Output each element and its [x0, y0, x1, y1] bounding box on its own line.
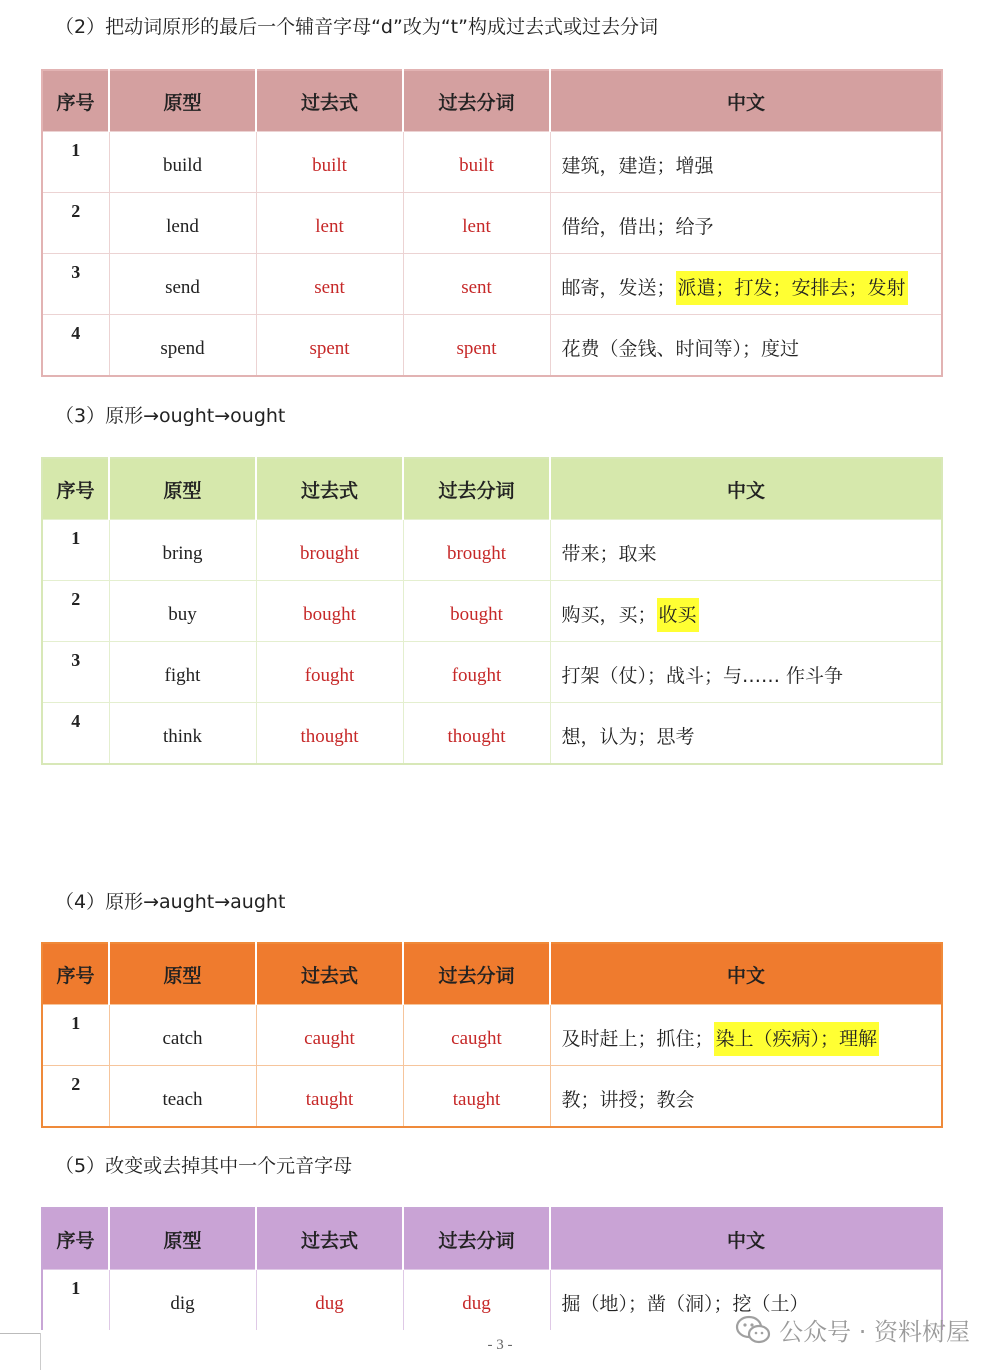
base-form: bring [109, 520, 256, 581]
watermark [735, 1312, 970, 1347]
chinese-meaning: 带来；取来 [550, 520, 942, 581]
past-form: dug [256, 1270, 403, 1331]
header-chinese: 中文 [550, 458, 942, 520]
base-form: spend [109, 315, 256, 377]
past-form: sent [256, 254, 403, 315]
base-form: teach [109, 1066, 256, 1128]
header-base: 原型 [109, 1208, 256, 1270]
chinese-meaning: 打架（仗）；战斗；与…… 作斗争 [550, 642, 942, 703]
highlighted-meaning: 派遣；打发；安排去；发射 [676, 271, 908, 305]
row-number: 1 [42, 1270, 109, 1331]
section-heading-4: （4）原形→aught→aught [55, 891, 286, 913]
header-base: 原型 [109, 70, 256, 132]
past-participle: caught [403, 1005, 550, 1066]
row-number: 3 [42, 642, 109, 703]
row-number: 4 [42, 703, 109, 765]
row-number: 1 [42, 1005, 109, 1066]
past-form: caught [256, 1005, 403, 1066]
base-form: dig [109, 1270, 256, 1331]
header-past: 过去式 [256, 458, 403, 520]
past-form: thought [256, 703, 403, 765]
past-participle: dug [403, 1270, 550, 1331]
past-form: built [256, 132, 403, 193]
header-number: 序号 [42, 1208, 109, 1270]
past-participle: brought [403, 520, 550, 581]
header-past-participle: 过去分词 [403, 1208, 550, 1270]
header-chinese: 中文 [550, 1208, 942, 1270]
chinese-meaning: 借给，借出；给予 [550, 193, 942, 254]
table-row [42, 132, 942, 193]
header-chinese: 中文 [550, 943, 942, 1005]
base-form: buy [109, 581, 256, 642]
header-past: 过去式 [256, 70, 403, 132]
past-form: taught [256, 1066, 403, 1128]
row-number: 1 [42, 520, 109, 581]
verb-table-ought [41, 457, 943, 765]
base-form: catch [109, 1005, 256, 1066]
past-form: spent [256, 315, 403, 377]
past-participle: fought [403, 642, 550, 703]
chinese-meaning: 花费（金钱、时间等）；度过 [550, 315, 942, 377]
table-row [42, 254, 942, 315]
row-number: 2 [42, 581, 109, 642]
header-chinese: 中文 [550, 70, 942, 132]
section-heading-3: （3）原形→ought→ought [55, 405, 286, 427]
header-base: 原型 [109, 943, 256, 1005]
base-form: send [109, 254, 256, 315]
chinese-meaning: 邮寄，发送； 派遣；打发；安排去；发射 [550, 254, 942, 315]
past-participle: bought [403, 581, 550, 642]
footer-rule [0, 1333, 40, 1334]
table-row [42, 1005, 942, 1066]
table-row [42, 642, 942, 703]
base-form: fight [109, 642, 256, 703]
chinese-meaning: 想，认为；思考 [550, 703, 942, 765]
past-form: fought [256, 642, 403, 703]
base-form: build [109, 132, 256, 193]
past-participle: built [403, 132, 550, 193]
verb-table-d-to-t [41, 69, 943, 377]
row-number: 3 [42, 254, 109, 315]
row-number: 2 [42, 1066, 109, 1128]
past-participle: sent [403, 254, 550, 315]
header-base: 原型 [109, 458, 256, 520]
section-heading-2: （2）把动词原形的最后一个辅音字母“d”改为“t”构成过去式或过去分词 [55, 16, 658, 38]
highlighted-meaning: 收买 [657, 598, 699, 632]
header-number: 序号 [42, 943, 109, 1005]
header-past-participle: 过去分词 [403, 458, 550, 520]
past-form: bought [256, 581, 403, 642]
table-row [42, 315, 942, 377]
header-past: 过去式 [256, 943, 403, 1005]
header-number: 序号 [42, 458, 109, 520]
section-heading-5: （5）改变或去掉其中一个元音字母 [55, 1155, 353, 1177]
header-past-participle: 过去分词 [403, 70, 550, 132]
chinese-meaning: 购买，买； 收买 [550, 581, 942, 642]
table-row [42, 193, 942, 254]
past-participle: taught [403, 1066, 550, 1128]
table-row [42, 703, 942, 765]
table-row [42, 1066, 942, 1128]
past-form: lent [256, 193, 403, 254]
row-number: 4 [42, 315, 109, 377]
table-row [42, 520, 942, 581]
past-participle: thought [403, 703, 550, 765]
header-past: 过去式 [256, 1208, 403, 1270]
past-participle: lent [403, 193, 550, 254]
base-form: think [109, 703, 256, 765]
chinese-meaning: 教；讲授；教会 [550, 1066, 942, 1128]
base-form: lend [109, 193, 256, 254]
verb-table-aught [41, 942, 943, 1128]
row-number: 1 [42, 132, 109, 193]
wechat-icon [735, 1315, 771, 1345]
row-number: 2 [42, 193, 109, 254]
page-number: - 3 - [487, 1337, 513, 1353]
past-form: brought [256, 520, 403, 581]
header-number: 序号 [42, 70, 109, 132]
past-participle: spent [403, 315, 550, 377]
chinese-meaning: 建筑，建造；增强 [550, 132, 942, 193]
header-past-participle: 过去分词 [403, 943, 550, 1005]
table-row [42, 581, 942, 642]
highlighted-meaning: 染上（疾病）；理解 [714, 1022, 880, 1056]
watermark-text: 公众号 · 资料树屋 [779, 1318, 970, 1346]
chinese-meaning: 掘（地）；凿（洞）；挖（土） [550, 1270, 942, 1331]
chinese-meaning: 及时赶上；抓住； 染上（疾病）；理解 [550, 1005, 942, 1066]
